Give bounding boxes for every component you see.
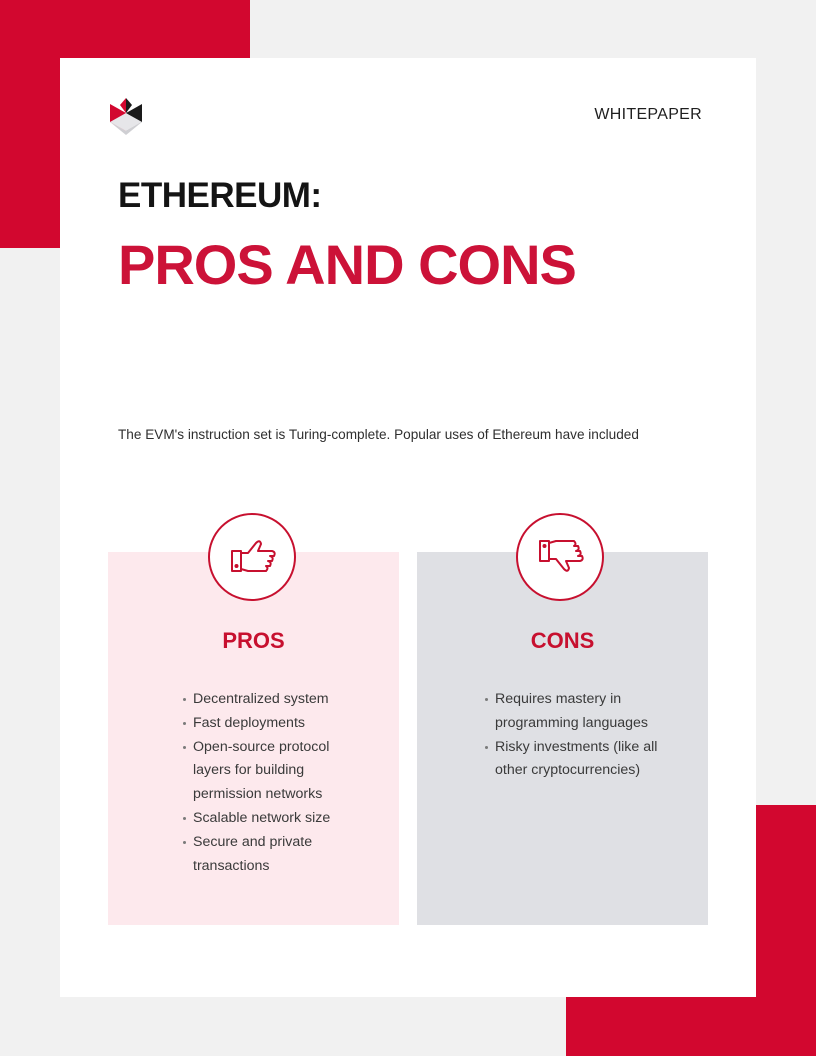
- list-item: Requires mastery in programming languages: [485, 688, 675, 736]
- pros-badge: [208, 513, 296, 601]
- logo-icon: [108, 95, 144, 135]
- list-item: Risky investments (like all other cryptocurrencies): [485, 736, 675, 784]
- list-item: Scalable network size: [183, 807, 363, 831]
- cons-panel: [417, 552, 708, 925]
- pros-heading: PROS: [222, 628, 285, 653]
- intro-paragraph: The EVM's instruction set is Turing-complete. Popular uses of Ethereum have included: [118, 427, 639, 442]
- cons-heading: CONS: [530, 628, 595, 653]
- list-item: Secure and private transactions: [183, 831, 363, 879]
- page-subtitle: PROS AND CONS: [118, 233, 576, 296]
- document-page: [60, 58, 756, 997]
- cons-badge: [516, 513, 604, 601]
- pros-list: [183, 688, 363, 878]
- thumbs-down-icon: [538, 537, 586, 577]
- list-item: Open-source protocol layers for building permission networks: [183, 736, 363, 807]
- page-title: ETHEREUM:: [118, 176, 322, 215]
- cons-list: [485, 688, 675, 783]
- thumbs-up-icon: [230, 537, 278, 577]
- list-item: Fast deployments: [183, 712, 363, 736]
- list-item: Decentralized system: [183, 688, 363, 712]
- pros-panel: [108, 552, 399, 925]
- document-type-label: WHITEPAPER: [594, 106, 702, 123]
